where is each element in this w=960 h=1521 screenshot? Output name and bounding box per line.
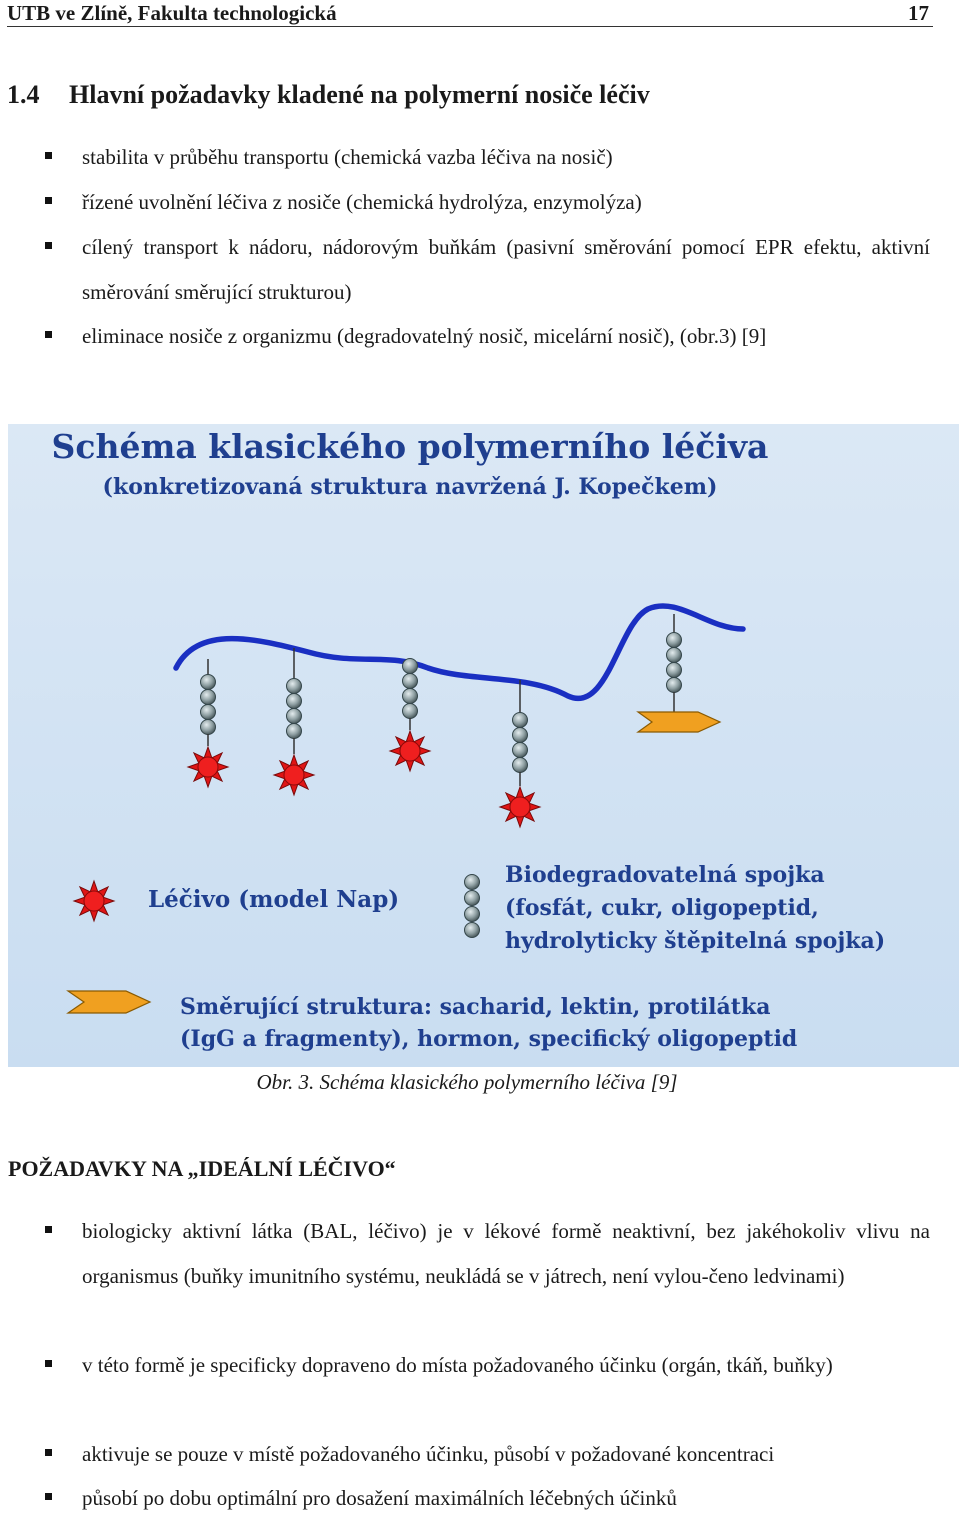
- page-header: [7, 0, 933, 27]
- figure-caption: Obr. 3. Schéma klasického polymerního léčiva [9]: [256, 1070, 678, 1094]
- section-title-text: Hlavní požadavky kladené na polymerní nosiče léčiv: [69, 80, 650, 109]
- bullet-item: [82, 314, 930, 359]
- bullet-text: eliminace nosiče z organizmu (degradovatelný nosič, micelární nosič), (obr.3) [9]: [82, 324, 767, 348]
- legend-drug: [74, 881, 399, 921]
- pendant-1: [188, 659, 228, 787]
- bullet-text: v této formě je specificky dopraveno do místa požadovaného účinku (orgán, tkáň, buňky): [82, 1353, 833, 1377]
- header-title: UTB ve Zlíně, Fakulta technologická: [7, 1, 337, 25]
- bullet-marker-icon: [45, 152, 52, 159]
- bullet-text: biologicky aktivní látka (BAL, léčivo) je v lékové formě neaktivní, bez jakéhokoliv vlivu na organismus (buňky imunitního systému, neukládá se v játrech, není vylou-čeno ledvinami): [82, 1219, 930, 1288]
- svg-text:Léčivo (model Nap): Léčivo (model Nap): [148, 886, 400, 913]
- section-heading: [7, 80, 650, 110]
- targeting-arrow-icon: [68, 991, 150, 1013]
- bullet-marker-icon: [45, 331, 52, 338]
- bullet-item: [82, 1476, 930, 1521]
- figure-title: Schéma klasického polymerního léčiva: [51, 427, 769, 466]
- bullet-text: stabilita v průběhu transportu (chemická vazba léčiva na nosič): [82, 145, 613, 169]
- bullet-marker-icon: [45, 1360, 52, 1367]
- bullet-text: působí po dobu optimální pro dosažení maximálních léčebných účinků: [82, 1486, 677, 1510]
- legend-linker: [465, 862, 886, 954]
- bullet-marker-icon: [45, 1449, 52, 1456]
- requirements-heading: POŽADAVKY NA „IDEÁLNÍ LÉČIVO“: [8, 1156, 396, 1181]
- svg-text:(IgG a fragmenty), hormon, spe: (IgG a fragmenty), hormon, specifický oligopeptid: [180, 1026, 798, 1052]
- svg-text:Směrující struktura: sacharid,: Směrující struktura: sacharid, lektin, protilátka: [180, 994, 771, 1020]
- bullet-marker-icon: [45, 242, 52, 249]
- legend-target: [68, 991, 797, 1052]
- bullet-item: [82, 1209, 930, 1299]
- pendant-2: [274, 648, 314, 795]
- bullet-marker-icon: [45, 1493, 52, 1500]
- bullet-item: [82, 1343, 930, 1388]
- svg-text:(fosfát, cukr, oligopeptid,: (fosfát, cukr, oligopeptid,: [505, 895, 819, 921]
- page-number: 17: [908, 1, 929, 25]
- bullet-marker-icon: [45, 197, 52, 204]
- polymer-chain: [176, 606, 743, 698]
- bullet-item: [82, 180, 930, 225]
- figure-subtitle: (konkretizovaná struktura navržená J. Kopečkem): [102, 474, 718, 500]
- targeting-arrow-icon: [638, 712, 720, 732]
- bullet-text: řízené uvolnění léčiva z nosiče (chemická hydrolýza, enzymolýza): [82, 190, 642, 214]
- svg-text:hydrolyticky štěpitelná spojka: hydrolyticky štěpitelná spojka): [505, 928, 886, 954]
- bullet-marker-icon: [45, 1226, 52, 1233]
- svg-text:Biodegradovatelná spojka: Biodegradovatelná spojka: [505, 862, 825, 888]
- pendant-3: [390, 659, 430, 772]
- bullet-item: [82, 135, 930, 180]
- section-number: 1.4: [7, 80, 40, 109]
- bullet-item: [82, 225, 930, 315]
- bullet-text: cílený transport k nádoru, nádorovým buňkám (pasivní směrování pomocí EPR efektu, aktivní směrování směrující strukturou): [82, 235, 930, 304]
- pendant-4: [500, 680, 540, 827]
- pendant-5: [638, 614, 720, 732]
- bullet-text: aktivuje se pouze v místě požadovaného účinku, působí v požadované koncentraci: [82, 1442, 775, 1466]
- polymer-drug-schema-figure: [8, 424, 959, 1067]
- bullet-item: [82, 1432, 930, 1477]
